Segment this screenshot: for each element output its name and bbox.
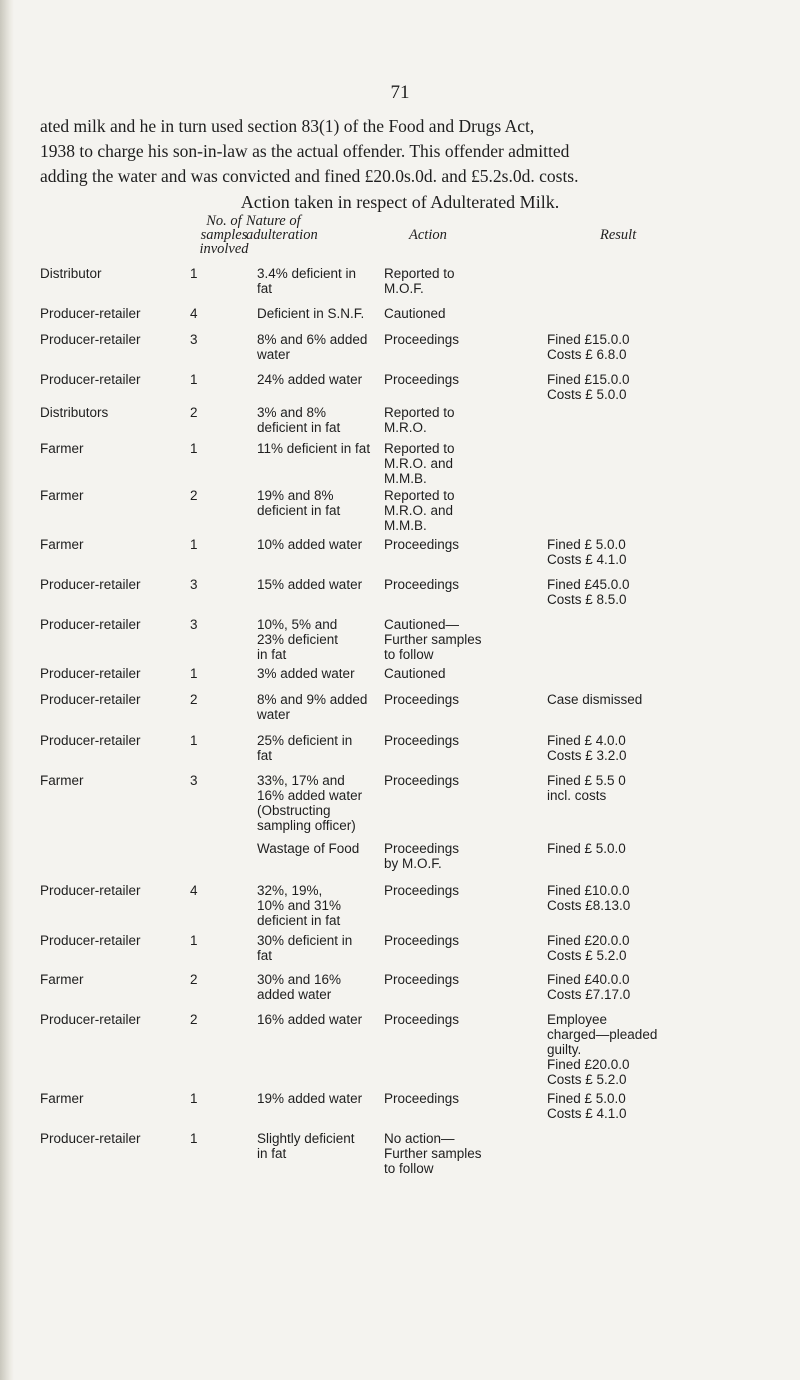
row-action: Cautioned	[384, 306, 446, 321]
row-sample-count: 2	[190, 488, 198, 503]
row-result: Case dismissed	[547, 692, 643, 707]
row-action: Cautioned— Further samples to follow	[384, 617, 482, 662]
row-category: Distributors	[40, 405, 109, 420]
row-category: Farmer	[40, 972, 84, 987]
row-action: Proceedings	[384, 577, 460, 592]
row-sample-count: 3	[190, 332, 198, 347]
row-category: Farmer	[40, 773, 84, 788]
row-nature: 10%, 5% and 23% deficient in fat	[257, 617, 339, 662]
row-nature: 32%, 19%, 10% and 31% deficient in fat	[257, 883, 342, 928]
row-action: Proceedings	[384, 733, 460, 748]
row-nature: Wastage of Food	[257, 841, 360, 856]
row-category: Producer-retailer	[40, 692, 141, 707]
row-action: Reported to M.R.O. and M.M.B.	[384, 488, 455, 533]
row-nature: 3% and 8% deficient in fat	[257, 405, 341, 435]
row-result: Fined £ 4.0.0 Costs £ 3.2.0	[547, 733, 627, 763]
row-action: Cautioned	[384, 666, 446, 681]
row-category: Farmer	[40, 488, 84, 503]
row-nature: 15% added water	[257, 577, 363, 592]
intro-line: 1938 to charge his son-in-law as the actual offender. This offender admitted	[40, 141, 570, 161]
header-samples: No. of samples involved	[199, 213, 249, 257]
row-action: Proceedings	[384, 773, 460, 788]
row-result: Fined £20.0.0 Costs £ 5.2.0	[547, 933, 630, 963]
row-category: Producer-retailer	[40, 1131, 141, 1146]
row-category: Producer-retailer	[40, 617, 141, 632]
intro-paragraph	[40, 114, 780, 189]
row-nature: 19% added water	[257, 1091, 363, 1106]
row-action: Proceedings	[384, 883, 460, 898]
row-action: Proceedings	[384, 372, 460, 387]
row-nature: 8% and 6% added water	[257, 332, 368, 362]
row-sample-count: 1	[190, 733, 198, 748]
row-action: Proceedings	[384, 692, 460, 707]
intro-line: ated milk and he in turn used section 83(1) of the Food and Drugs Act,	[40, 116, 535, 136]
row-action: Reported to M.O.F.	[384, 266, 455, 296]
row-result: Fined £ 5.0.0	[547, 841, 626, 856]
header-action: Action	[409, 227, 447, 243]
row-result: Employee charged—pleaded guilty. Fined £20.0.0 Costs £ 5.2.0	[547, 1012, 658, 1087]
row-nature: 11% deficient in fat	[257, 441, 371, 456]
row-nature: 3% added water	[257, 666, 355, 681]
row-action: No action— Further samples to follow	[384, 1131, 482, 1176]
row-action: Proceedings	[384, 933, 460, 948]
row-nature: 8% and 9% added water	[257, 692, 368, 722]
row-sample-count: 2	[190, 692, 198, 707]
header-result: Result	[600, 227, 637, 243]
row-result: Fined £ 5.0.0 Costs £ 4.1.0	[547, 1091, 627, 1121]
row-category: Farmer	[40, 1091, 84, 1106]
row-nature: 24% added water	[257, 372, 363, 387]
row-sample-count: 1	[190, 1131, 198, 1146]
row-result: Fined £ 5.0.0 Costs £ 4.1.0	[547, 537, 627, 567]
row-nature: 16% added water	[257, 1012, 363, 1027]
row-nature: 3.4% deficient in fat	[257, 266, 357, 296]
row-action: Proceedings	[384, 537, 460, 552]
row-sample-count: 1	[190, 666, 198, 681]
row-result: Fined £45.0.0 Costs £ 8.5.0	[547, 577, 630, 607]
table-title: Action taken in respect of Adulterated Milk.	[240, 192, 560, 212]
row-result: Fined £10.0.0 Costs £8.13.0	[547, 883, 631, 913]
row-nature: Slightly deficient in fat	[257, 1131, 355, 1161]
row-action: Reported to M.R.O. and M.M.B.	[384, 441, 455, 486]
row-action: Proceedings	[384, 332, 460, 347]
header-nature: Nature of adulteration	[246, 213, 318, 243]
row-category: Producer-retailer	[40, 883, 141, 898]
row-action: Proceedings	[384, 1012, 460, 1027]
row-sample-count: 1	[190, 933, 198, 948]
row-nature: 10% added water	[257, 537, 363, 552]
page-number: 71	[390, 82, 410, 103]
row-action: Proceedings	[384, 1091, 460, 1106]
row-category: Producer-retailer	[40, 372, 141, 387]
intro-line: adding the water and was convicted and fined £20.0s.0d. and £5.2s.0d. costs.	[40, 166, 579, 186]
row-category: Farmer	[40, 537, 84, 552]
row-result: Fined £40.0.0 Costs £7.17.0	[547, 972, 631, 1002]
row-nature: Deficient in S.N.F.	[257, 306, 365, 321]
row-nature: 33%, 17% and 16% added water (Obstructing sampling officer)	[257, 773, 363, 833]
row-result: Fined £ 5.5 0 incl. costs	[547, 773, 626, 803]
row-sample-count: 1	[190, 266, 198, 281]
row-sample-count: 2	[190, 405, 198, 420]
row-category: Farmer	[40, 441, 84, 456]
row-category: Producer-retailer	[40, 306, 141, 321]
row-nature: 30% deficient in fat	[257, 933, 353, 963]
row-action: Proceedings by M.O.F.	[384, 841, 460, 871]
row-category: Producer-retailer	[40, 666, 141, 681]
row-nature: 25% deficient in fat	[257, 733, 353, 763]
row-action: Reported to M.R.O.	[384, 405, 455, 435]
row-sample-count: 2	[190, 972, 198, 987]
row-sample-count: 3	[190, 577, 198, 592]
row-category: Producer-retailer	[40, 733, 141, 748]
row-result: Fined £15.0.0 Costs £ 6.8.0	[547, 332, 630, 362]
row-category: Producer-retailer	[40, 933, 141, 948]
row-category: Producer-retailer	[40, 1012, 141, 1027]
row-sample-count: 1	[190, 537, 198, 552]
row-result: Fined £15.0.0 Costs £ 5.0.0	[547, 372, 630, 402]
row-sample-count: 1	[190, 1091, 198, 1106]
row-sample-count: 3	[190, 773, 198, 788]
row-sample-count: 4	[190, 306, 198, 321]
row-category: Producer-retailer	[40, 577, 141, 592]
row-action: Proceedings	[384, 972, 460, 987]
row-sample-count: 3	[190, 617, 198, 632]
row-nature: 19% and 8% deficient in fat	[257, 488, 341, 518]
row-sample-count: 1	[190, 372, 198, 387]
row-sample-count: 1	[190, 441, 198, 456]
row-category: Distributor	[40, 266, 102, 281]
row-sample-count: 2	[190, 1012, 198, 1027]
row-nature: 30% and 16% added water	[257, 972, 342, 1002]
row-sample-count: 4	[190, 883, 198, 898]
row-category: Producer-retailer	[40, 332, 141, 347]
